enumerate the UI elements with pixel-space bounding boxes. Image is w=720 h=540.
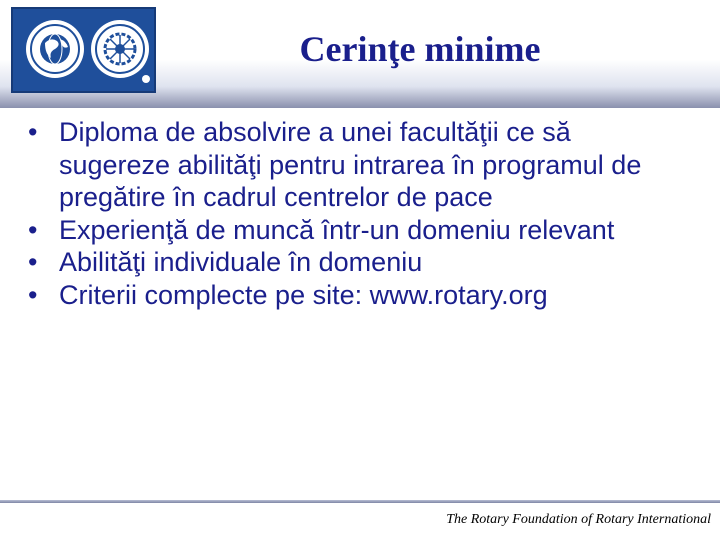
bullet-icon: • [28,117,38,147]
list-item [28,214,688,247]
list-item-text: Criterii complecte pe site: www.rotary.org [59,279,548,310]
bullet-icon: • [28,279,38,310]
bullet-list [28,116,688,311]
list-item [28,246,688,279]
bullet-icon: • [28,247,38,277]
footer-divider [0,500,720,503]
globe-icon [26,20,84,78]
list-item-text: Experienţă de muncă într-un domeniu relevant [59,214,615,245]
page-title: Cerinţe minime [299,29,541,69]
footer-text: The Rotary Foundation of Rotary International [446,512,711,527]
logo-graphic [13,9,154,91]
list-item-text: Abilităţi individuale în domeniu [59,247,423,277]
list-item-text: Diploma de absolvire a unei facultăţii ce să sugereze abilităţi pentru intrarea în programul de pregătire în cadrul centrelor de pace [59,117,642,212]
rotary-foundation-logo [11,7,156,93]
rotary-wheel-icon [91,20,150,83]
list-item [28,279,688,312]
bullet-icon: • [28,214,38,245]
list-item [28,116,688,214]
